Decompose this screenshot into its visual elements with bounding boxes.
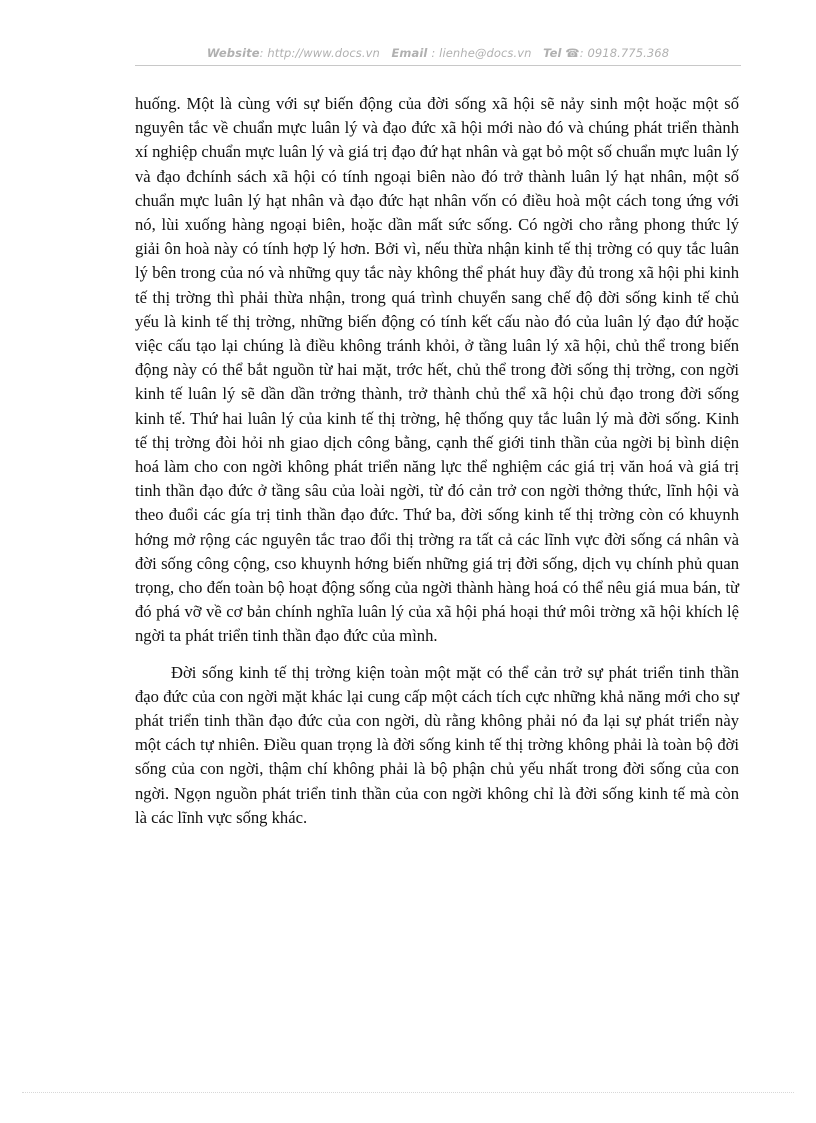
body-paragraph-2: Đời sống kinh tế thị trờng kiện toàn một mặt có thể cản trở sự phát triển tinh thần đạo đức của con ngời mặt khác lại cung cấp một cách tích cực những khả năng mới cho sự phát triển tinh thần đạo đức của con ngời, dù rằng không phải nó đa lại sự phát triển này một cách tự nhiên. Điều quan trọng là đời sống kinh tế thị trờng không phải là toàn bộ đời sống của con ngời, thậm chí không phải là bộ phận chủ yếu nhất trong đời sống của con ngời. Ngọn nguồn phát triển tinh thần của con ngời không chỉ là đời sống kinh tế mà còn là các lĩnh vực sống khác. <box>135 662 739 827</box>
header-divider <box>135 65 741 66</box>
document-body <box>135 92 739 830</box>
phone-icon: ☎ <box>565 46 580 60</box>
website-label: Website <box>206 46 260 60</box>
body-paragraph-1: huống. Một là cùng với sự biến động của đời sống xã hội sẽ nảy sinh một hoặc một số nguyên tắc về chuẩn mực luân lý và đạo đức xã hội mới nào đó và chúng phát triển thành xí nghiệp chuẩn mực luân lý và giá trị đạo đứ hạt nhân và gạt bỏ một số chuẩn mực luân lý và đạo đchính sách xã hội có tính ngoại biên nào đó trở thành luân lý hạt nhân, một số chuẩn mực luân lý hạt nhân và đạo đức hạt nhân vốn có điều hoà một cách tong ứng với nó, lùi xuống hàng ngoại biên, hoặc dần mất sức sống. Có ngời cho rằng phong thức lý giải ôn hoà này có tính hợp lý hơn. Bởi vì, nếu thừa nhận kinh tế thị trờng có quy tắc luân lý bên trong của nó và những quy tắc này không thể phát huy đầy đủ trong xã hội phi kinh tế thị trờng thì phải thừa nhận, trong quá trình chuyển sang chế độ đời sống kinh tế chủ yếu là kinh tế thị trờng, những biến động có tính kết cấu nào đó của luân lý đạo đứ hoặc việc cấu tạo lại chúng là điều không tránh khỏi, ở tầng luân lý xã hội, chủ thể trong biến động này có thể bắt nguồn từ hai mặt, trớc hết, chủ thể trong đời sống thị trờng, con ngời kinh tế luân lý sẽ dần dần trởng thành, trở thành chủ thể xã hội chủ đạo trong đời sống kinh tế. Thứ hai luân lý của kinh tế thị trờng, hệ thống quy tắc luân lý mà đời sống. Kinh tế thị trờng đòi hỏi nh giao dịch công bằng, cạnh thế giới tinh thần của ngời bị bình diện hoá làm cho con ngời không phát triển năng lực thể nghiệm các giá trị văn hoá và giá trị tinh thần đạo đức ở tầng sâu của loài ngời, từ đó cản trở con ngời thởng thức, lĩnh hội và theo đuổi các gía trị tinh thần đạo đức. Thứ ba, đời sống kinh tế thị trờng còn có khuynh hớng mở rộng các nguyên tắc trao đổi thị trờng ra tất cả các lĩnh vực đời sống cá nhân và đời sống công cộng, cso khuynh hớng biến những giá trị đời sống, dịch vụ chính phủ quan trọng, cho đến toàn bộ hoạt động sống của ngời thành hàng hoá có thể nêu giá mua bán, từ đó phá vỡ về cơ bản chính nghĩa luân lý của xã hội phá hoại thứ môi trờng xã hội khích lệ ngời ta phát triển tinh thần đạo đức của mình. <box>135 94 739 646</box>
email-label: Email <box>391 46 428 60</box>
page-header <box>135 46 741 60</box>
footer-divider <box>22 1092 794 1093</box>
website-value: : http://www.docs.vn <box>259 46 380 60</box>
tel-label: Tel <box>543 46 562 60</box>
tel-value: : 0918.775.368 <box>579 46 670 60</box>
email-value: : lienhe@docs.vn <box>431 46 532 60</box>
